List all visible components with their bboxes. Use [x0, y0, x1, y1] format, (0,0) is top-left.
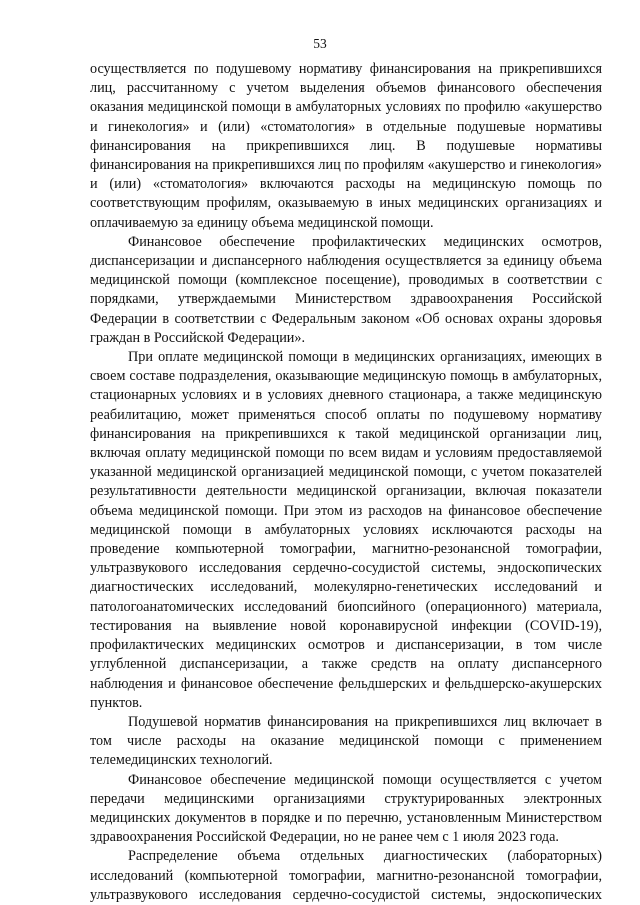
- paragraph-5: Финансовое обеспечение медицинской помощи осуществляется с учетом передачи медицинскими организациями структурированных электронных медицинских документов в порядке и по перечню, установленным Министерством здравоохранения Российской Федерации, но не ранее чем с 1 июля 2023 года.: [90, 771, 602, 846]
- page-number: 53: [313, 36, 327, 51]
- document-body: [90, 60, 602, 905]
- paragraph-2: Финансовое обеспечение профилактических медицинских осмотров, диспансеризации и диспансерного наблюдения осуществляется за единицу объема медицинской помощи (комплексное посещение), проводимых в соответствии с порядками, утверждаемыми Министерством здравоохранения Российской Федерации в соответствии с Федеральным законом «Об основах охраны здоровья граждан в Российской Федерации».: [90, 233, 602, 346]
- paragraph-3: При оплате медицинской помощи в медицинских организациях, имеющих в своем составе подразделения, оказывающие медицинскую помощь в амбулаторных, стационарных условиях и в условиях дневного стационара, а также медицинскую реабилитацию, может применяться способ оплаты по подушевому нормативу финансирования на прикрепившихся к такой медицинской организации лиц, включая оплату медицинской помощи по всем видам и условиям предоставляемой указанной медицинской организацией медицинской помощи, с учетом показателей результативности деятельности медицинской организации, включая показатели объема медицинской помощи. При этом из расходов на финансовое обеспечение медицинской помощи в амбулаторных условиях исключаются расходы на проведение компьютерной томографии, магнитно-резонансной томографии, ультразвукового исследования сердечно-сосудистой системы, эндоскопических диагностических исследований, молекулярно-генетических исследований и патологоанатомических исследований биопсийного (операционного) материала, тестирования на выявление новой коронавирусной инфекции (COVID-19), профилактических медицинских осмотров и диспансеризации, в том числе углубленной диспансеризации, а также средств на оплату диспансерного наблюдения и финансовое обеспечение фельдшерских и фельдшерско-акушерских пунктов.: [90, 349, 602, 711]
- paragraph-1: осуществляется по подушевому нормативу финансирования на прикрепившихся лиц, рассчитанному с учетом выделения объемов финансового обеспечения оказания медицинской помощи в амбулаторных условиях по профилю «акушерство и гинекология» и (или) «стоматология» в отдельные подушевые нормативы финансирования на прикрепившихся лиц. В подушевые нормативы финансирования на прикрепившихся лиц по профилям «акушерство и гинекология» и (или) «стоматология» включаются расходы на медицинскую помощь по соответствующим профилям, оказываемую в иных медицинских организациях и оплачиваемую за единицу объема медицинской помощи.: [90, 61, 602, 231]
- paragraph-6: Распределение объема отдельных диагностических (лабораторных) исследований (компьютерной томографии, магнитно-резонансной томографии, ультразвукового исследования сердечно-сосудистой системы, эндоскопических: [90, 848, 602, 903]
- paragraph-4: Подушевой норматив финансирования на прикрепившихся лиц включает в том числе расходы на оказание медицинской помощи с применением телемедицинских технологий.: [90, 713, 602, 769]
